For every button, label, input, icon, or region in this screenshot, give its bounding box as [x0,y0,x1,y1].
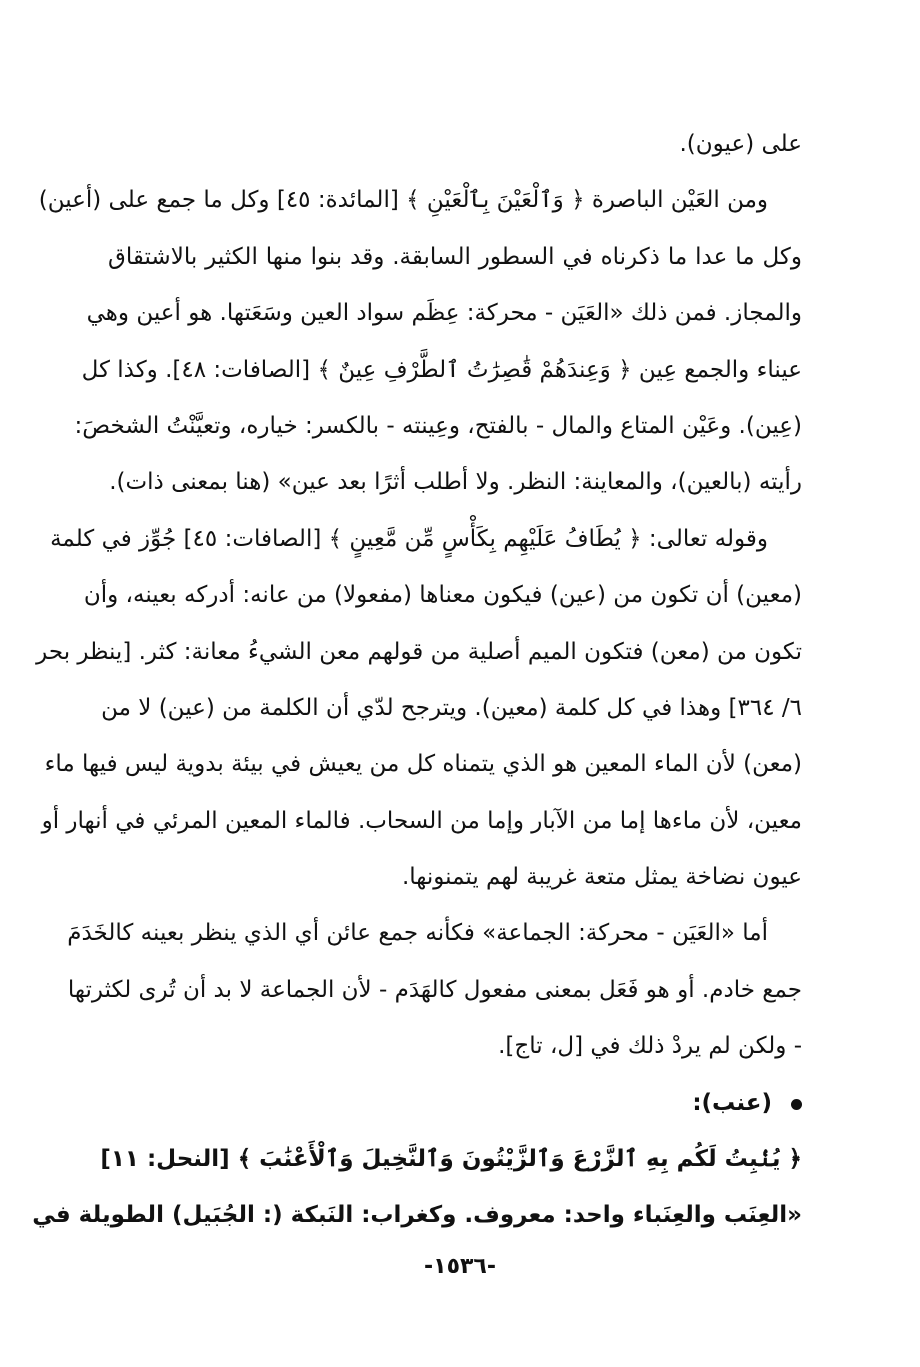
text-line: وقوله تعالى: ﴿ يُطَافُ عَلَيْهِم بِكَأْسٍ مِّن مَّعِينٍ ﴾ [الصافات: ٤٥] جُوِّز في كلمة [50,525,768,552]
text-line: - ولكن لم يردْ ذلك في [ل، تاج]. [498,1033,802,1060]
text-line: والمجاز. فمن ذلك «العَيَن - محركة: عِظَم سواد العين وسَعَتها. هو أعين وهي [86,300,802,327]
quran-verse-line: ﴿ يُنۢبِتُ لَكُم بِهِ ٱلزَّرْعَ وَٱلزَّيْتُونَ وَٱلنَّخِيلَ وَٱلْأَعْنَٰبَ ﴾ [النحل: ١١] [100,1146,802,1173]
text-line: وكل ما عدا ما ذكرناه في السطور السابقة. وقد بنوا منها الكثير بالاشتقاق [108,243,802,270]
page-number: -١٥٣٦- [424,1254,496,1279]
text-line: رأيته (بالعين)، والمعاينة: النظر. ولا أطلب أثرًا بعد عين» (هنا بمعنى ذات). [109,469,802,496]
text-line: ومن العَيْن الباصرة ﴿ وَٱلْعَيْنَ بِٱلْعَيْنِ ﴾ [المائدة: ٤٥] وكل ما جمع على (أعين) [38,187,768,214]
section-heading-label: (عنب): [692,1089,772,1116]
text-line: معين، لأن ماءها إما من الآبار وإما من السحاب. فالماء المعين المرئي في أنهار أو [41,807,802,834]
text-line: (معن) لأن الماء المعين هو الذي يتمناه كل من يعيش في بيئة بدوية ليس فيها ماء [44,751,802,778]
text-line: على (عيون). [679,131,802,157]
text-line: (معين) أن تكون من (عين) فيكون معناها (مفعولا) من عانه: أدركه بعينه، وأن [83,582,802,609]
text-line: عيون نضاخة يمثل متعة غريبة لهم يتمنونها. [401,864,802,891]
text-line: (عِين). وعَيْن المتاع والمال - بالفتح، وعِينته - بالكسر: خياره، وتعيَّنْتُ الشخصَ: [74,412,802,439]
section-heading [108,1075,802,1131]
text-line: ٦/ ٣٦٤] وهذا في كل كلمة (معين). ويترجح لدّي أن الكلمة من (عين) لا من [101,694,802,721]
text-line: أما «العَيَن - محركة: الجماعة» فكأنه جمع عائن أي الذي ينظر بعينه كالخَدَمَ [67,920,768,947]
text-line: «العِنَب والعِنَباء واحد: معروف. وكغراب: النَبكة (: الجُبَيل) الطويلة في [32,1202,802,1229]
text-line: تكون من (معن) فتكون الميم أصلية من قولهم معن الشيءُ معانة: كثر. [ينظر بحر [36,638,802,665]
text-line: عيناء والجمع عِين ﴿ وَعِندَهُمْ قَٰصِرَٰتُ ٱلطَّرْفِ عِينٌ ﴾ [الصافات: ٤٨]. وكذا كل [81,356,802,383]
text-line: جمع خادم. أو هو فَعَل بمعنى مفعول كالهَدَم - لأن الجماعة لا بد أن تُرى لكثرتها [67,976,802,1003]
page-body [32,116,802,1244]
bullet-icon [791,1099,802,1110]
